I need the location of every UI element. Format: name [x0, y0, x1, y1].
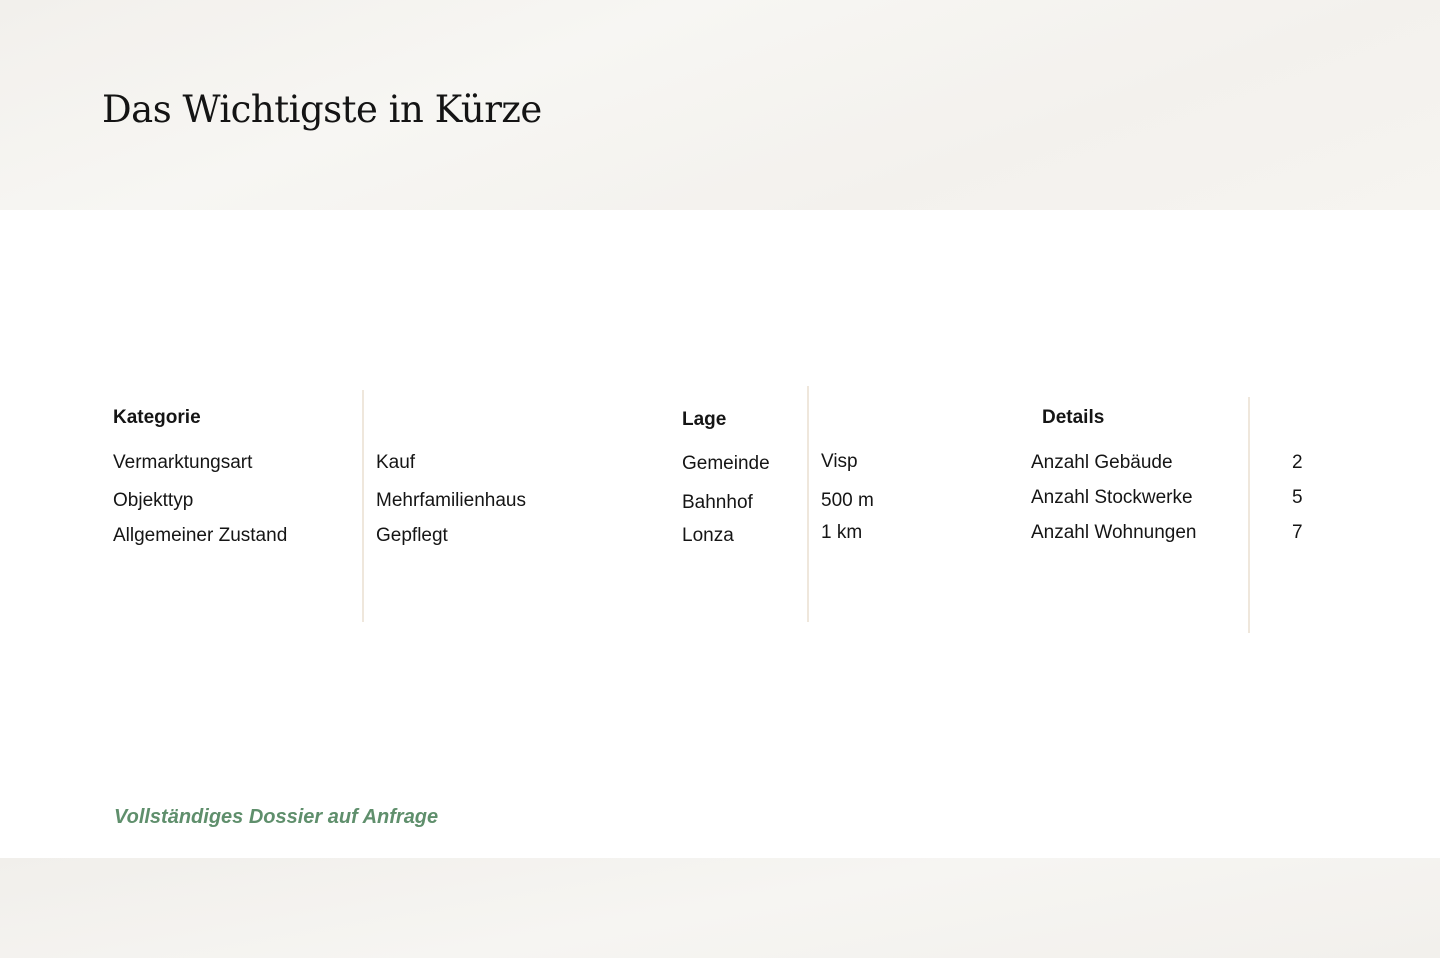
lage-value: Visp: [821, 451, 858, 472]
kategorie-value: Mehrfamilienhaus: [376, 490, 526, 511]
column-divider: [807, 386, 809, 622]
lage-label: Gemeinde: [682, 453, 770, 474]
details-label: Anzahl Gebäude: [1031, 452, 1173, 473]
column-divider: [362, 390, 364, 622]
details-value: 5: [1292, 487, 1303, 508]
footer-band: [0, 858, 1440, 958]
lage-value: 1 km: [821, 522, 863, 543]
column-divider: [1248, 397, 1250, 633]
dossier-request-link[interactable]: Vollständiges Dossier auf Anfrage: [114, 806, 439, 828]
details-value: 7: [1292, 522, 1303, 543]
kategorie-label: Vermarktungsart: [113, 452, 253, 473]
lage-heading: Lage: [682, 409, 727, 430]
details-label: Anzahl Stockwerke: [1031, 487, 1193, 508]
page-title: Das Wichtigste in Kürze: [102, 88, 542, 131]
lage-label: Bahnhof: [682, 492, 753, 513]
lage-label: Lonza: [682, 525, 734, 546]
kategorie-label: Allgemeiner Zustand: [113, 525, 288, 546]
lage-value: 500 m: [821, 490, 874, 511]
kategorie-value: Kauf: [376, 452, 416, 473]
kategorie-label: Objekttyp: [113, 490, 194, 511]
details-value: 2: [1292, 452, 1303, 473]
kategorie-heading: Kategorie: [113, 407, 201, 428]
details-label: Anzahl Wohnungen: [1031, 522, 1197, 543]
details-heading: Details: [1042, 407, 1105, 428]
kategorie-value: Gepflegt: [376, 525, 448, 546]
